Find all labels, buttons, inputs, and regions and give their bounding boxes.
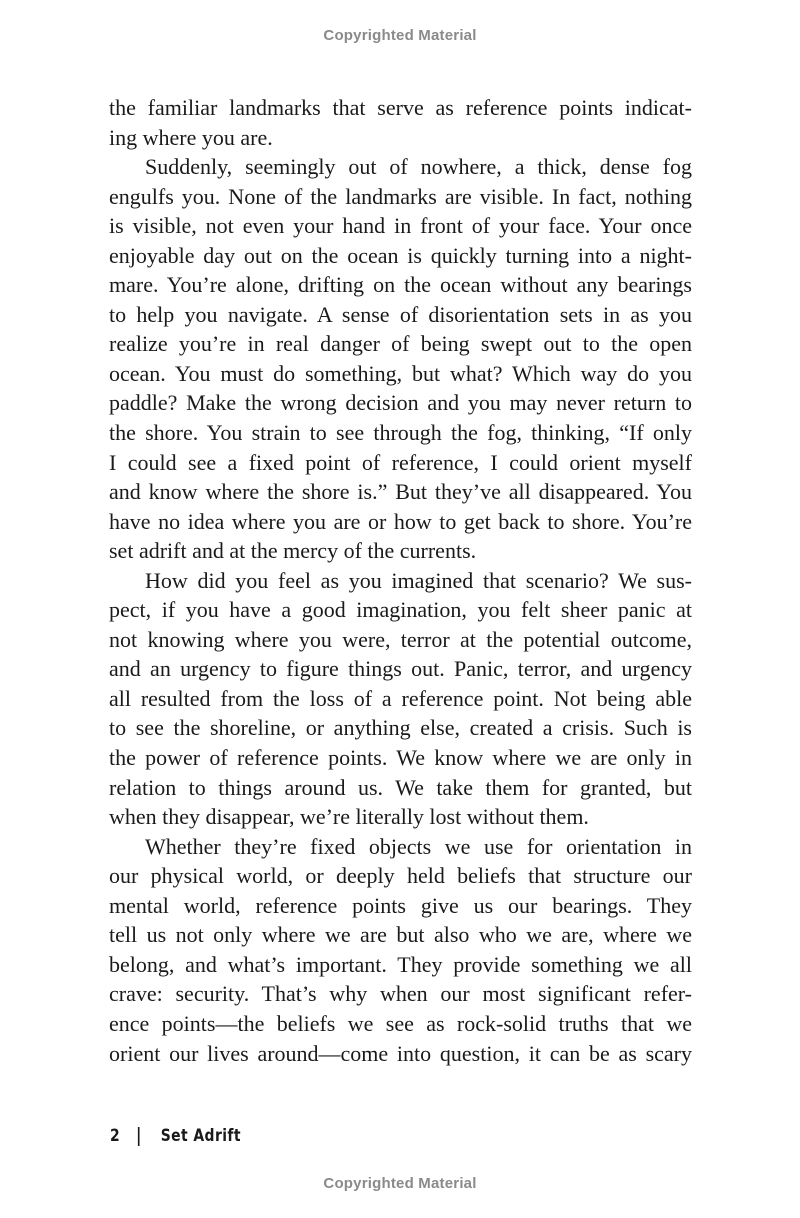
text-line: enjoyable day out on the ocean is quickly turning into a night- — [109, 242, 692, 268]
page-body-text — [109, 93, 692, 1068]
text-line: our physical world, or deeply held beliefs that structure our — [109, 863, 692, 889]
text-line: realize you’re in real danger of being swept out to the open — [109, 331, 692, 357]
text-line: ing where you are. — [109, 124, 273, 150]
running-footer — [110, 1126, 241, 1146]
copyright-watermark-top: Copyrighted Material — [323, 27, 477, 44]
text-line: the power of reference points. We know where we are only in — [109, 745, 692, 771]
text-line: have no idea where you are or how to get back to shore. You’re — [109, 508, 692, 534]
book-title: Set Adrift — [160, 1126, 241, 1146]
text-line: not knowing where you were, terror at the potential outcome, — [109, 626, 692, 652]
text-line: and an urgency to figure things out. Panic, terror, and urgency — [109, 656, 692, 682]
text-line: and know where the shore is.” But they’ve all disappeared. You — [109, 479, 692, 505]
text-line: Suddenly, seemingly out of nowhere, a thick, dense fog — [145, 154, 692, 180]
text-line: relation to things around us. We take them for granted, but — [109, 774, 692, 800]
text-line: the shore. You strain to see through the fog, thinking, “If only — [109, 420, 692, 446]
text-line: is visible, not even your hand in front of your face. Your once — [109, 213, 692, 239]
page-number: 2 — [110, 1126, 120, 1146]
text-line: ocean. You must do something, but what? Which way do you — [109, 360, 692, 386]
text-line: paddle? Make the wrong decision and you may never return to — [109, 390, 692, 416]
text-line: I could see a fixed point of reference, I could orient myself — [109, 449, 692, 475]
text-line: tell us not only where we are but also who we are, where we — [109, 922, 692, 948]
footer-separator — [138, 1127, 140, 1146]
text-line: the familiar landmarks that serve as reference points indicat- — [109, 95, 692, 120]
text-line: all resulted from the loss of a reference point. Not being able — [109, 685, 692, 711]
text-line: orient our lives around—come into question, it can be as scary — [109, 1040, 692, 1066]
text-line: to see the shoreline, or anything else, created a crisis. Such is — [109, 715, 692, 741]
text-line: Whether they’re fixed objects we use for orientation in — [145, 833, 692, 859]
text-line: engulfs you. None of the landmarks are visible. In fact, nothing — [109, 183, 692, 209]
text-line: mare. You’re alone, drifting on the ocean without any bearings — [109, 272, 692, 298]
text-line: pect, if you have a good imagination, you felt sheer panic at — [109, 597, 692, 623]
text-line: ence points—the beliefs we see as rock-solid truths that we — [109, 1010, 692, 1036]
text-line: mental world, reference points give us our bearings. They — [109, 892, 692, 918]
text-line: belong, and what’s important. They provide something we all — [109, 951, 692, 977]
text-line: crave: security. That’s why when our most significant refer- — [109, 981, 692, 1007]
text-line: when they disappear, we’re literally lost without them. — [109, 804, 589, 830]
text-line: set adrift and at the mercy of the currents. — [109, 538, 477, 564]
copyright-watermark-bottom: Copyrighted Material — [323, 1175, 477, 1192]
text-line: to help you navigate. A sense of disorientation sets in as you — [109, 301, 692, 327]
text-line: How did you feel as you imagined that scenario? We sus- — [145, 567, 692, 593]
